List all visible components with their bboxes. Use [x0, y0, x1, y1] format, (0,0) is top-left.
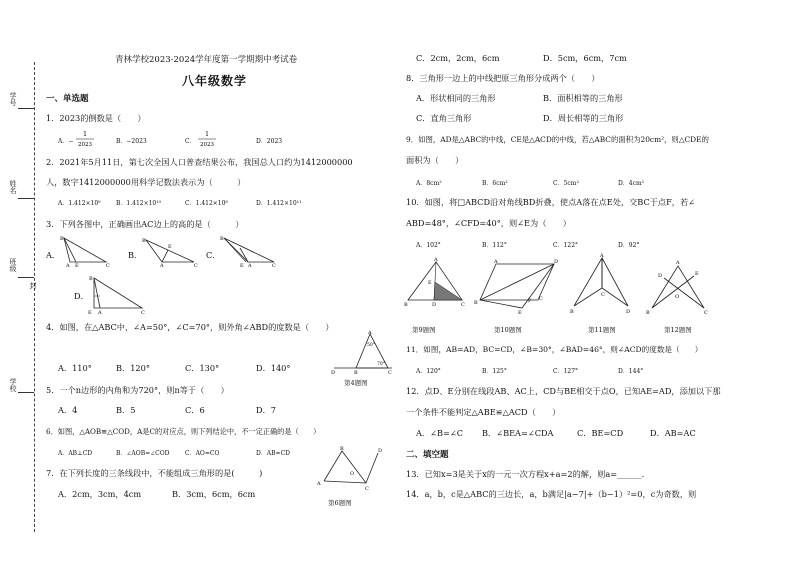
- q6-figure: [316, 445, 386, 495]
- svg-text:C: C: [194, 263, 198, 268]
- margin-label-name: 姓名: [9, 180, 17, 194]
- svg-text:B: B: [570, 309, 574, 315]
- svg-text:B: B: [354, 370, 358, 376]
- svg-text:C: C: [365, 486, 369, 492]
- q4-option-a: A．110°: [58, 363, 92, 373]
- q3-figure-b: [140, 234, 200, 268]
- q11-option-a: A．120°: [416, 368, 441, 375]
- q13-stem: 13．已知x=3是关于x的一元一次方程x+a=2的解，则a=______.: [406, 469, 645, 479]
- q11-stem: 11．如图，AB=AD，BC=CD，∠B=30°，∠BAD=46°，则∠ACD的度数是（ ）: [406, 345, 703, 354]
- q1-stem: 1．2023的倒数是（ ）: [46, 113, 146, 123]
- svg-text:A: A: [368, 330, 372, 336]
- q7-option-d: D．5cm，6cm，7cm: [543, 53, 627, 63]
- q10-stem-line1: 10．如图，将□ABCD沿对角线BD折叠，使点A落在点E处，交BC于点F，若∠: [406, 197, 696, 207]
- q4-figure: [330, 330, 396, 376]
- svg-text:A: A: [317, 481, 321, 487]
- binding-line: [34, 62, 35, 532]
- exam-title: 青林学校2023-2024学年度第一学期期中考试卷: [115, 55, 298, 65]
- svg-text:E: E: [518, 310, 522, 314]
- svg-text:C: C: [388, 370, 392, 376]
- section-single-choice: 一、单选题: [46, 94, 89, 104]
- q8-option-d: D．周长相等的三角形: [543, 113, 624, 123]
- q9-option-a: A．8cm²: [416, 180, 442, 187]
- q5-stem: 5．一个n边形的内角和为720°，则n等于（ ）: [46, 385, 229, 395]
- q8-option-b: B．面积相等的三角形: [543, 93, 623, 103]
- q10-option-b: B．112°: [482, 242, 507, 249]
- q12-stem-line2: 一个条件不能判定△ABE≌△ACD（ ）: [406, 407, 561, 417]
- q6-option-b: B．∠AOB=∠COD: [116, 450, 170, 457]
- q2-option-d: D．1.412×10¹¹: [256, 200, 302, 207]
- q10-figure: [474, 256, 560, 314]
- svg-text:C: C: [461, 302, 465, 306]
- svg-text:1: 1: [205, 131, 209, 138]
- svg-text:A: A: [494, 259, 498, 265]
- svg-text:B: B: [340, 446, 344, 452]
- svg-text:A: A: [98, 310, 102, 316]
- svg-text:D: D: [626, 309, 631, 315]
- svg-text:B: B: [60, 236, 64, 242]
- q12-stem-line1: 12．点D、E分别在线段AB、AC上，CD与BE相交于点O，已知AE=AD，添加以下那: [406, 386, 721, 396]
- q1-fraction-c: [196, 130, 218, 150]
- svg-text:B: B: [220, 236, 224, 242]
- q7-option-c: C．2cm，2cm，6cm: [416, 53, 500, 63]
- margin-label-class: 班级: [9, 258, 17, 272]
- q6-option-d: D．AB=CD: [256, 450, 290, 457]
- section-fill-in: 二、填空题: [406, 450, 449, 460]
- svg-text:B: B: [646, 310, 650, 316]
- svg-text:C: C: [141, 310, 145, 316]
- svg-text:D: D: [432, 302, 437, 306]
- svg-text:E: E: [695, 271, 699, 277]
- margin-label-school: 学校: [9, 378, 17, 392]
- q2-option-a: A．1.412×10⁹: [58, 200, 101, 207]
- exam-subtitle: 八年级数学: [182, 74, 248, 88]
- q10-option-d: D．92°: [618, 242, 640, 249]
- svg-text:B: B: [142, 238, 146, 244]
- svg-text:D: D: [658, 273, 663, 279]
- q10-option-a: A．102°: [416, 242, 441, 249]
- q5-option-d: D．7: [256, 405, 276, 415]
- svg-text:D: D: [378, 448, 383, 454]
- q4-option-c: C．130°: [185, 363, 220, 373]
- q1-fraction-a: [74, 130, 96, 150]
- q3-option-d: D．: [74, 291, 89, 301]
- q11-figure-caption: 第11题图: [588, 326, 616, 334]
- q7-option-b: B．3cm，6cm，6cm: [172, 489, 256, 499]
- q9-option-b: B．6cm²: [482, 180, 508, 187]
- q3-option-b: B．: [128, 250, 143, 260]
- q2-stem-line1: 2．2021年5月11日，第七次全国人口普查结果公布，我国总人口约为1412000000: [46, 157, 353, 167]
- q3-figure-d: [86, 272, 150, 316]
- svg-text:A: A: [248, 263, 252, 268]
- q2-stem-line2: 人，数字1412000000用科学记数法表示为（ ）: [46, 177, 246, 187]
- q1-option-a: A．−: [58, 138, 74, 145]
- svg-text:2023: 2023: [200, 142, 214, 148]
- q9-stem-line2: 面积为（ ）: [406, 155, 464, 165]
- q4-figure-caption: 第4题图: [344, 379, 368, 387]
- svg-text:C: C: [704, 310, 708, 316]
- svg-text:50°: 50°: [367, 343, 375, 348]
- q2-option-c: C．1.412×10⁸: [185, 200, 228, 207]
- svg-text:O: O: [350, 471, 355, 477]
- q1-option-d: D．2023: [256, 138, 283, 145]
- q3-option-a: A．: [46, 250, 61, 260]
- svg-text:A: A: [434, 257, 438, 263]
- svg-text:1: 1: [83, 131, 87, 138]
- svg-text:2023: 2023: [78, 142, 92, 148]
- q4-option-b: B．120°: [116, 363, 150, 373]
- svg-text:B: B: [404, 302, 408, 306]
- svg-text:D: D: [331, 370, 336, 376]
- q9-option-d: D．4cm²: [618, 180, 645, 187]
- q12-figure-caption: 第12题图: [664, 326, 692, 334]
- svg-text:C: C: [539, 296, 543, 302]
- svg-text:E: E: [75, 263, 79, 268]
- q4-stem: 4．如图，在△ABC中，∠A=50°，∠C=70°，则外角∠ABD的度数是（ ）: [46, 322, 334, 332]
- q11-option-c: C．127°: [553, 368, 579, 375]
- q3-option-c: C．: [206, 250, 221, 260]
- q9-stem-line1: 9．如图，AD是△ABC的中线，CE是△ACD的中线，若△ABC的面积为20cm²，则△CDE的: [406, 135, 709, 144]
- q11-option-b: B．125°: [482, 368, 507, 375]
- q9-figure-caption: 第9题图: [412, 326, 436, 334]
- q6-option-a: A．AB⊥CD: [58, 450, 93, 457]
- svg-text:B: B: [89, 276, 93, 282]
- margin-blank: [18, 277, 34, 278]
- svg-text:E: E: [88, 310, 92, 316]
- q1-option-c: C．: [185, 138, 196, 145]
- svg-text:70°: 70°: [377, 362, 385, 367]
- svg-text:A: A: [66, 263, 70, 268]
- q12-option-c: C．BE=CD: [577, 428, 624, 438]
- q7-option-a: A．2cm，3cm，4cm: [58, 489, 142, 499]
- q9-option-c: C．5cm²: [553, 180, 579, 187]
- q8-option-c: C．直角三角形: [416, 113, 472, 123]
- q10-option-c: C．122°: [553, 242, 579, 249]
- margin-blank: [18, 392, 34, 393]
- q12-figure: [646, 258, 716, 318]
- svg-text:E: E: [240, 263, 244, 268]
- q7-stem: 7．在下列长度的三条线段中，不能组成三角形的是( ): [46, 468, 263, 478]
- q10-figure-caption: 第10题图: [494, 326, 522, 334]
- q14-stem: 14．a，b，c是△ABC的三边长，a，b满足|a−7|+（b−1）²=0，c为奇数，则: [406, 489, 697, 499]
- svg-text:E: E: [168, 244, 172, 250]
- margin-seal-mark: 封: [29, 282, 37, 289]
- q5-option-c: C．6: [185, 405, 205, 415]
- margin-blank: [18, 108, 34, 109]
- margin-blank: [18, 198, 34, 199]
- q3-stem: 3．下列各图中，正确画出AC边上的高的是（ ）: [46, 219, 244, 229]
- svg-text:A: A: [160, 263, 164, 268]
- q12-option-d: D．AB=AC: [650, 428, 696, 438]
- margin-label-id: 学号: [9, 92, 17, 106]
- q2-option-b: B．1.412×10¹⁰: [116, 200, 162, 207]
- svg-text:C: C: [106, 263, 110, 268]
- svg-text:A: A: [676, 260, 680, 266]
- q3-figure-c: [218, 232, 278, 268]
- svg-text:E: E: [428, 280, 432, 286]
- svg-text:D: D: [554, 259, 559, 265]
- q3-figure-a: [58, 234, 114, 268]
- svg-text:O: O: [675, 294, 680, 300]
- svg-text:B: B: [474, 300, 478, 306]
- q11-figure: [568, 252, 634, 316]
- svg-text:A: A: [600, 253, 604, 259]
- q10-stem-line2: ABD=48°，∠CFD=40°，则∠E为（ ）: [406, 218, 571, 228]
- q8-stem: 8．三角形一边上的中线把原三角形分成两个（ ）: [406, 73, 600, 83]
- q4-option-d: D．140°: [256, 363, 291, 373]
- q6-option-c: C．AO=CO: [185, 450, 220, 457]
- svg-text:C: C: [601, 292, 605, 298]
- q1-option-b: B．−2023: [116, 138, 147, 145]
- q12-option-a: A．∠B=∠C: [416, 428, 463, 438]
- q12-option-b: B．∠BEA=∠CDA: [482, 428, 554, 438]
- svg-text:C: C: [272, 263, 276, 268]
- q9-figure: [404, 256, 466, 306]
- q6-stem: 6．如图，△AOB≌△COD，A是C的对应点，则下列结论中，不一定正确的是（ ）: [46, 427, 321, 436]
- q5-option-a: A．4: [58, 405, 78, 415]
- q11-option-d: D．144°: [618, 368, 644, 375]
- q6-figure-caption: 第6题图: [328, 499, 352, 507]
- q8-option-a: A．形状相同的三角形: [416, 93, 496, 103]
- svg-text:F: F: [528, 298, 532, 304]
- q5-option-b: B．5: [116, 405, 136, 415]
